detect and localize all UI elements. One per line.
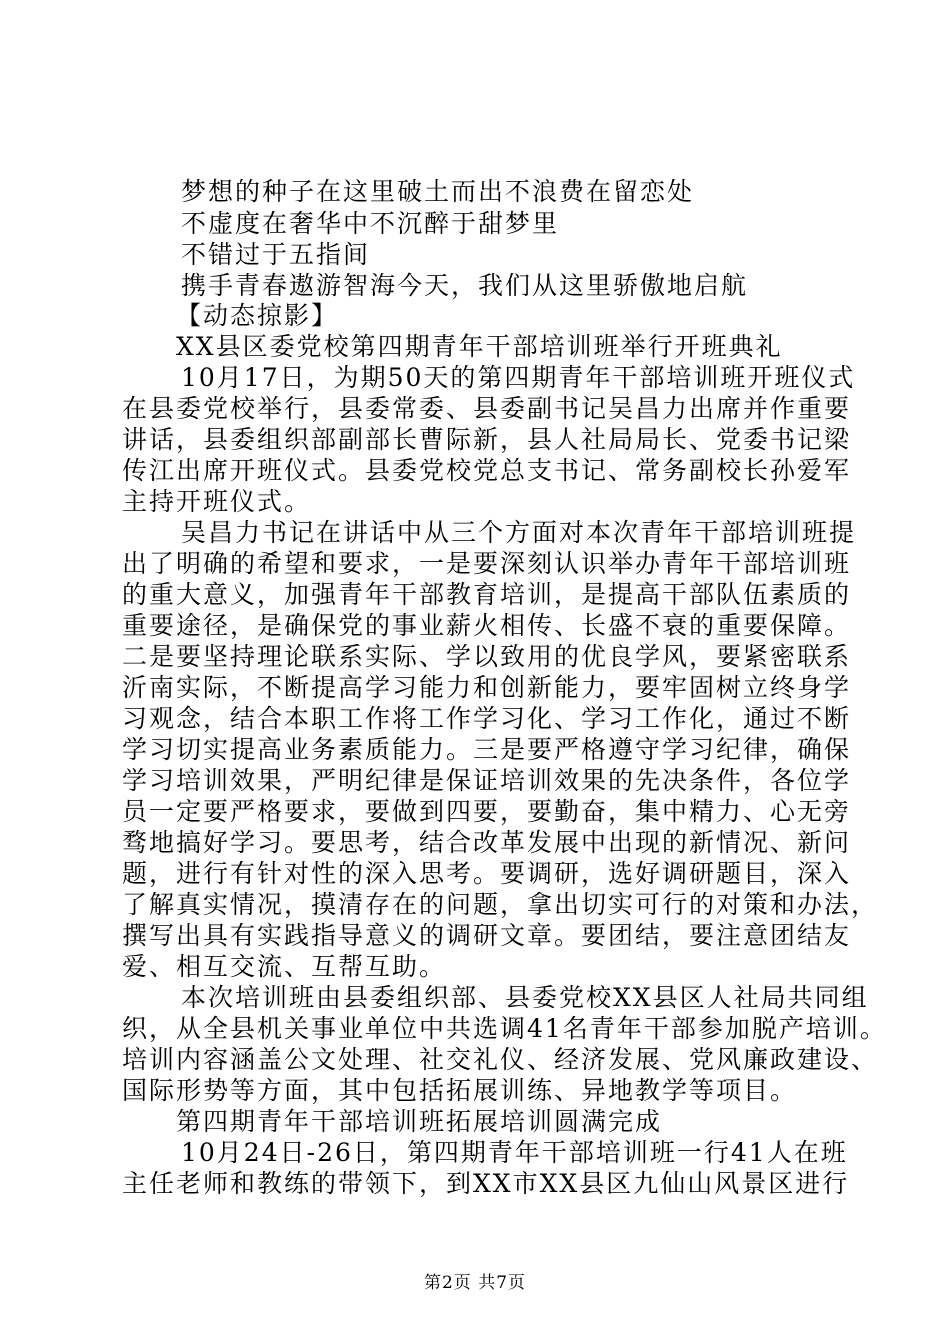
paragraph-line: 主任老师和教练的带领下，到XX市XX县区九仙山风景区进行 bbox=[122, 1169, 850, 1198]
paragraph-line: 10月24日-26日，第四期青年干部培训班一行41人在班 bbox=[181, 1138, 848, 1167]
paragraph-line: 本次培训班由县委组织部、县委党校XX县区人社局共同组 bbox=[181, 983, 869, 1012]
paragraph-line: 学习切实提高业务素质能力。三是要严格遵守学习纪律，确保 bbox=[122, 735, 852, 764]
paragraph-line: 了解真实情况，摸清存在的问题，拿出切实可行的对策和办法， bbox=[122, 890, 879, 919]
paragraph-line: 爱、相互交流、互帮互助。 bbox=[122, 952, 447, 981]
paragraph-line: 沂南实际，不断提高学习能力和创新能力，要牢固树立终身学 bbox=[122, 673, 852, 702]
paragraph-line: 习观念，结合本职工作将工作学习化、学习工作化，通过不断 bbox=[122, 704, 852, 733]
page-number: 第2页 共7页 bbox=[423, 1273, 527, 1293]
paragraph-line: 出了明确的希望和要求，一是要深刻认识举办青年干部培训班 bbox=[122, 549, 852, 578]
paragraph-line: 骛地搞好学习。要思考，结合改革发展中出现的新情况、新问 bbox=[122, 828, 852, 857]
paragraph-line: 重要途径，是确保党的事业薪火相传、长盛不衰的重要保障。 bbox=[122, 611, 852, 640]
paragraph-line: 吴昌力书记在讲话中从三个方面对本次青年干部培训班提 bbox=[181, 518, 857, 547]
paragraph-line: 撰写出具有实践指导意义的调研文章。要团结，要注意团结友 bbox=[122, 921, 852, 950]
paragraph-line: 题，进行有针对性的深入思考。要调研，选好调研题目，深入 bbox=[122, 859, 852, 888]
paragraph-line: 国际形势等方面，其中包括拓展训练、异地教学等项目。 bbox=[122, 1076, 798, 1105]
article-title: XX县区委党校第四期青年干部培训班举行开班典礼 bbox=[176, 332, 783, 361]
paragraph-line: 传江出席开班仪式。县委党校党总支书记、常务副校长孙爱军 bbox=[122, 456, 852, 485]
poem-line: 梦想的种子在这里破土而出不浪费在留恋处 bbox=[181, 177, 695, 206]
paragraph-line: 主持开班仪式。 bbox=[122, 487, 312, 516]
paragraph-line: 讲话，县委组织部副部长曹际新，县人社局局长、党委书记梁 bbox=[122, 425, 852, 454]
poem-line: 不虚度在奢华中不沉醉于甜梦里 bbox=[181, 209, 560, 238]
paragraph-line: 员一定要严格要求，要做到四要，要勤奋，集中精力、心无旁 bbox=[122, 797, 852, 826]
poem-line: 携手青春遨游智海今天，我们从这里骄傲地启航 bbox=[181, 271, 749, 300]
paragraph-line: 学习培训效果，严明纪律是保证培训效果的先决条件，各位学 bbox=[122, 766, 852, 795]
paragraph-line: 织，从全县机关事业单位中共选调41名青年干部参加脱产培训。 bbox=[122, 1014, 887, 1043]
poem-line: 不错过于五指间 bbox=[181, 240, 371, 269]
paragraph-line: 10月17日，为期50天的第四期青年干部培训班开班仪式 bbox=[181, 363, 856, 392]
section-header: 【动态掠影】 bbox=[176, 301, 339, 330]
paragraph-line: 的重大意义，加强青年干部教育培训，是提高干部队伍素质的 bbox=[122, 580, 852, 609]
paragraph-line: 二是要坚持理论联系实际、学以致用的优良学风，要紧密联系 bbox=[122, 642, 852, 671]
paragraph-line: 培训内容涵盖公文处理、社交礼仪、经济发展、党风廉政建设、 bbox=[122, 1045, 879, 1074]
paragraph-line: 在县委党校举行，县委常委、县委副书记吴昌力出席并作重要 bbox=[122, 394, 852, 423]
article-title: 第四期青年干部培训班拓展培训圆满完成 bbox=[176, 1107, 663, 1136]
